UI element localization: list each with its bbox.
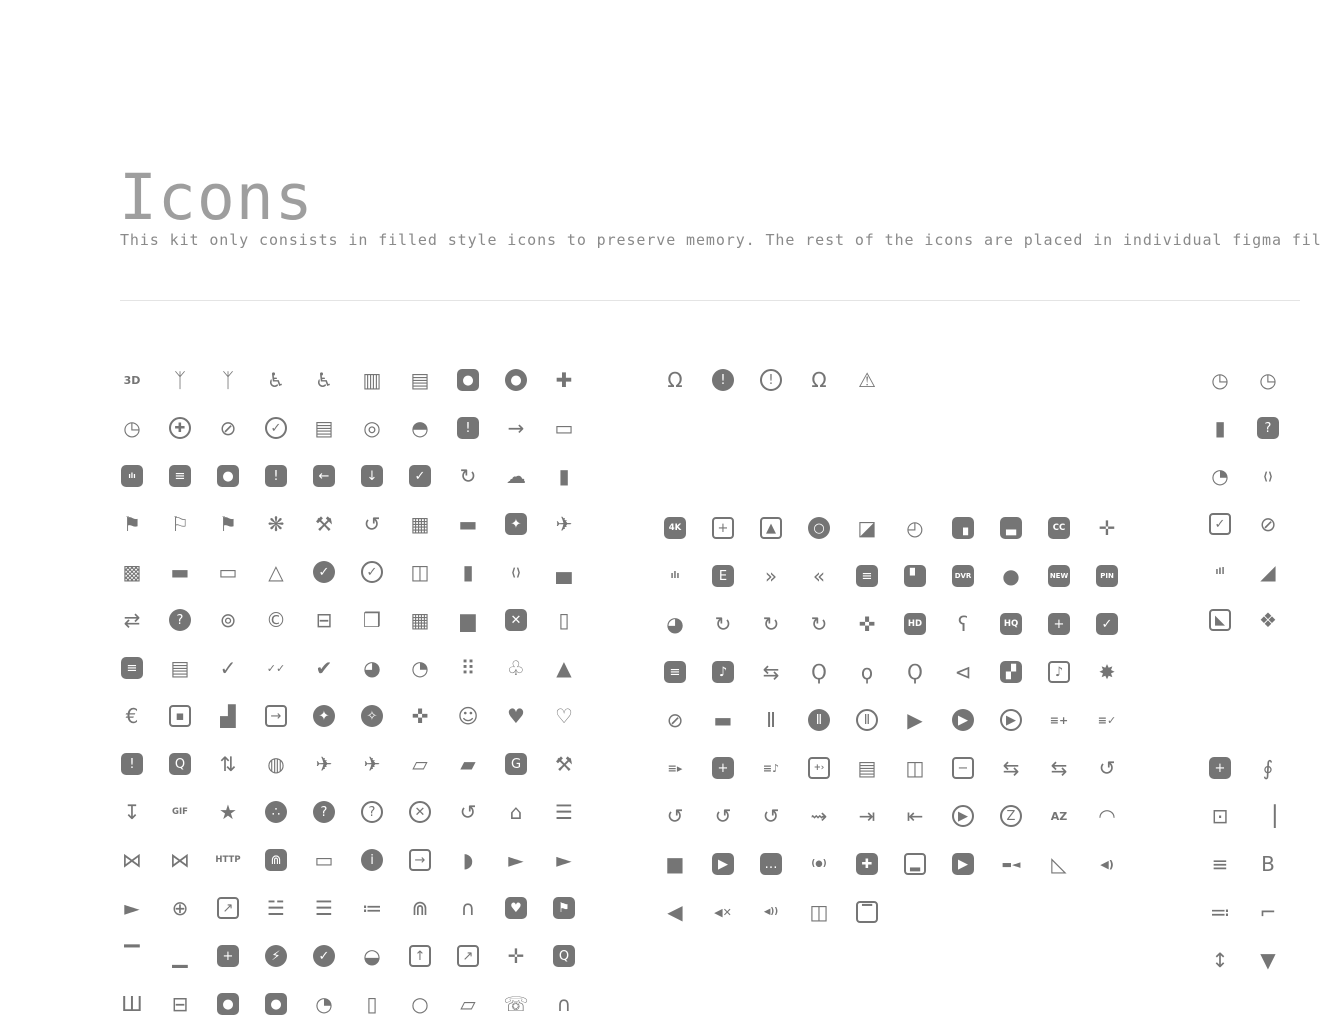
add-alert-icon[interactable]: Ω <box>667 368 683 392</box>
pageview-icon[interactable]: Q <box>540 932 588 980</box>
radio-icon[interactable]: ▤ <box>857 756 877 780</box>
fast-rewind-icon[interactable]: « <box>812 564 826 588</box>
repeat-one-icon[interactable]: ⇆ <box>1050 756 1068 780</box>
flight-takeoff-icon[interactable]: ✈ <box>363 752 381 776</box>
format-align-right-icon[interactable]: ≡ <box>1211 852 1229 876</box>
queue-icon[interactable]: + <box>699 744 747 792</box>
donut-large-icon[interactable]: ◕ <box>363 656 381 680</box>
forward-30-icon[interactable]: ↻ <box>762 612 780 636</box>
camera-enhance-icon[interactable]: ✦ <box>492 500 540 548</box>
alarm-off-icon[interactable]: ⊘ <box>219 416 237 440</box>
border-outer-icon[interactable]: ⊡ <box>1211 804 1229 828</box>
label-off-icon[interactable]: ► <box>124 896 140 920</box>
account-box-icon[interactable]: ● <box>444 356 492 404</box>
info-icon[interactable]: i <box>348 836 396 884</box>
replay-5-icon[interactable]: ↺ <box>762 804 780 828</box>
widgets-icon[interactable]: ❖ <box>1259 608 1277 632</box>
important-devices-icon[interactable]: ▭ <box>314 848 334 872</box>
perm-device-information-icon[interactable]: ▯ <box>366 992 378 1016</box>
pause-circle-outline-icon[interactable]: Ⅱ <box>843 696 891 744</box>
explicit-icon[interactable]: E <box>699 552 747 600</box>
line-weight-icon[interactable]: ☰ <box>315 896 333 920</box>
note-icon[interactable]: ▬ <box>713 708 733 732</box>
explore-off-icon[interactable]: ✧ <box>348 692 396 740</box>
play-arrow-icon[interactable]: ▶ <box>907 708 923 732</box>
account-balance-wallet-icon[interactable]: ▤ <box>410 368 430 392</box>
developer-mode-icon[interactable]: ⟨⟩ <box>1262 469 1274 483</box>
add-shopping-cart-icon[interactable]: ✚ <box>555 368 573 392</box>
attach-file-icon[interactable]: ∮ <box>1262 756 1274 780</box>
icon-group-alert <box>651 356 1131 404</box>
icon-group-action <box>108 356 588 1028</box>
https-icon[interactable]: ⋒ <box>252 836 300 884</box>
compare-arrows-icon[interactable]: ⇄ <box>123 608 141 632</box>
play-circle-filled-icon[interactable]: ▶ <box>939 696 987 744</box>
icon-group-editor <box>1196 744 1292 984</box>
fiber-smart-record-icon[interactable]: ◕ <box>666 612 684 636</box>
calendar-view-day-icon[interactable]: ▬ <box>458 512 478 536</box>
description-icon[interactable]: ≡ <box>108 644 156 692</box>
pause-circle-filled-icon[interactable]: Ⅱ <box>795 696 843 744</box>
fiber-pin-icon[interactable]: PIN <box>1083 552 1131 600</box>
maximize-icon[interactable]: ▔ <box>124 944 140 968</box>
assignment-ind-icon[interactable]: ● <box>204 452 252 500</box>
new-releases-icon[interactable]: ✸ <box>1098 660 1116 684</box>
card-giftcard-icon[interactable]: ▩ <box>122 560 142 584</box>
note-add-icon[interactable]: + <box>204 932 252 980</box>
subtitles-icon[interactable]: … <box>747 840 795 888</box>
face-icon[interactable]: ☺ <box>457 704 479 728</box>
markunread-mailbox-icon[interactable]: ⚑ <box>540 884 588 932</box>
perm-camera-mic-icon[interactable]: ● <box>204 980 252 1028</box>
done-all-icon[interactable]: ✓✓ <box>266 661 286 675</box>
mobile-friendly-icon[interactable]: ✓ <box>1196 500 1244 548</box>
games-icon[interactable]: ✜ <box>858 612 876 636</box>
group-work-icon[interactable]: ∴ <box>252 788 300 836</box>
input-icon[interactable]: → <box>396 836 444 884</box>
library-music-icon[interactable]: ♪ <box>699 648 747 696</box>
flip-to-back-icon[interactable]: ▱ <box>412 752 428 776</box>
history-icon[interactable]: ↺ <box>459 800 477 824</box>
mic-off-icon[interactable]: Ϙ <box>907 660 923 684</box>
featured-play-list-icon[interactable]: ≡ <box>843 552 891 600</box>
explore-icon[interactable]: ✦ <box>300 692 348 740</box>
movie-icon[interactable]: ▞ <box>987 648 1035 696</box>
skip-previous-icon[interactable]: ⇤ <box>906 804 924 828</box>
page-subtitle: This kit only consists in filled style icons to preserve memory. The rest of the icons are placed in individual figma fil <box>120 231 1322 249</box>
arrow-right-alt-icon[interactable]: → <box>507 416 525 440</box>
not-interested-icon[interactable]: ⊘ <box>666 708 684 732</box>
account-circle-icon[interactable]: ● <box>492 356 540 404</box>
av-timer-icon[interactable]: ◴ <box>906 516 924 540</box>
art-track-icon[interactable]: ◪ <box>857 516 877 540</box>
accessible-forward-icon[interactable]: ♿ <box>315 368 333 392</box>
music-video-icon[interactable]: ♪ <box>1035 648 1083 696</box>
grade-icon[interactable]: ★ <box>219 800 237 824</box>
flip-to-front-icon[interactable]: ▰ <box>460 752 476 776</box>
dashboard-icon[interactable]: ❒ <box>363 608 381 632</box>
eject-icon[interactable]: ▲ <box>556 656 572 680</box>
bug-report-icon[interactable]: ❋ <box>267 512 285 536</box>
get-app-icon[interactable]: ↧ <box>123 800 141 824</box>
skip-next-icon[interactable]: ⇥ <box>858 804 876 828</box>
language-icon[interactable]: ⊕ <box>171 896 189 920</box>
sort-by-alpha-icon[interactable]: AZ <box>1050 809 1068 823</box>
label-icon[interactable]: ► <box>508 848 524 872</box>
battery-std-icon[interactable]: ▮ <box>1214 416 1226 440</box>
hourglass-empty-icon[interactable]: ⋈ <box>122 848 142 872</box>
error-outline-icon[interactable]: ! <box>747 356 795 404</box>
bookmark-border-icon[interactable]: ⚐ <box>171 512 189 536</box>
chrome-reader-mode-icon[interactable]: ◫ <box>410 560 430 584</box>
done-outline-icon[interactable]: ✔ <box>315 656 333 680</box>
opacity-icon[interactable]: ◒ <box>363 944 381 968</box>
eco-icon[interactable]: ♧ <box>507 656 525 680</box>
extension-icon[interactable]: ✜ <box>411 704 429 728</box>
airplay-icon[interactable]: ▲ <box>747 504 795 552</box>
assignment-icon[interactable]: ≡ <box>156 452 204 500</box>
contactless-icon[interactable]: ⊚ <box>219 608 237 632</box>
perm-data-setting-icon[interactable]: ◔ <box>315 992 333 1016</box>
library-add-check-icon[interactable]: ✓ <box>1083 600 1131 648</box>
alarm-add-icon[interactable]: ✚ <box>156 404 204 452</box>
assessment-icon[interactable]: ılı <box>108 452 156 500</box>
playlist-add-icon[interactable]: ≡+ <box>1049 713 1069 727</box>
recent-actors-icon[interactable]: ◫ <box>905 756 925 780</box>
code-icon[interactable]: ⟨⟩ <box>510 565 522 579</box>
mic-icon[interactable]: Ϙ <box>811 660 827 684</box>
card-travel-icon[interactable]: ▭ <box>218 560 238 584</box>
perm-scan-wifi-icon[interactable]: ∩ <box>556 992 572 1016</box>
find-replace-icon[interactable]: ⇅ <box>219 752 237 776</box>
book-icon[interactable]: ▮ <box>558 464 570 488</box>
fiber-manual-record-icon[interactable]: ● <box>1002 564 1020 588</box>
surround-sound-icon[interactable]: (●) <box>811 858 827 869</box>
accessibility-new-icon[interactable]: ᛉ <box>222 368 234 392</box>
stop-icon[interactable]: ■ <box>665 852 685 876</box>
notification-important-icon[interactable]: Ω <box>811 368 827 392</box>
add-to-queue-icon[interactable]: + <box>699 504 747 552</box>
autorenew-icon[interactable]: ↻ <box>459 464 477 488</box>
check-circle-icon[interactable]: ✓ <box>300 548 348 596</box>
subscriptions-icon[interactable]: ▶ <box>699 840 747 888</box>
label-important-icon[interactable]: ► <box>556 848 572 872</box>
assignment-late-icon[interactable]: ! <box>252 452 300 500</box>
loop-icon[interactable]: ⇆ <box>762 660 780 684</box>
snooze-icon[interactable]: Z <box>987 792 1035 840</box>
favorite-border-icon[interactable]: ♡ <box>555 704 573 728</box>
height-icon[interactable]: ↕ <box>1211 948 1229 972</box>
drag-indicator-icon[interactable]: ⠿ <box>460 656 476 680</box>
fiber-new-icon[interactable]: NEW <box>1035 552 1083 600</box>
open-in-new-icon[interactable]: ↗ <box>444 932 492 980</box>
playlist-add-check-icon[interactable]: ≡✓ <box>1097 713 1117 727</box>
fingerprint-icon[interactable]: ◍ <box>267 752 285 776</box>
videocam-icon[interactable]: ▬◄ <box>1001 857 1021 871</box>
volume-mute-icon[interactable]: ◀ <box>667 900 683 924</box>
build-icon[interactable]: ⚒ <box>315 512 333 536</box>
find-in-page-icon[interactable]: Q <box>156 740 204 788</box>
help-icon[interactable]: ? <box>300 788 348 836</box>
gif-icon[interactable]: GIF <box>172 806 188 817</box>
dns-icon[interactable]: ▤ <box>170 656 190 680</box>
bookmark-icon[interactable]: ⚑ <box>123 512 141 536</box>
accessible-icon[interactable]: ♿ <box>267 368 285 392</box>
control-camera-icon[interactable]: ✛ <box>1098 516 1116 540</box>
invert-colors-icon[interactable]: ◗ <box>462 848 474 872</box>
bookmarks-icon[interactable]: ⚑ <box>219 512 237 536</box>
format-list-numbered-rtl-icon[interactable]: ≕ <box>1210 900 1230 924</box>
delete-icon[interactable]: ▆ <box>460 608 476 632</box>
delete-outline-icon[interactable]: ▯ <box>558 608 570 632</box>
launch-icon[interactable]: ↗ <box>204 884 252 932</box>
equalizer-icon[interactable]: ılı <box>670 570 680 581</box>
replay-10-icon[interactable]: ↺ <box>666 804 684 828</box>
favorite-icon[interactable]: ♥ <box>507 704 525 728</box>
g-translate-icon[interactable]: G <box>492 740 540 788</box>
hd-icon[interactable]: HD <box>891 600 939 648</box>
3d-rotation-icon[interactable]: 3D <box>123 373 141 387</box>
library-books-icon[interactable]: ≡ <box>651 648 699 696</box>
calendar-today-icon[interactable]: ▦ <box>410 512 430 536</box>
slow-motion-video-icon[interactable]: ▶ <box>939 792 987 840</box>
featured-video-icon[interactable]: ▘ <box>891 552 939 600</box>
done-icon[interactable]: ✓ <box>219 656 237 680</box>
icon-group-device <box>1196 356 1292 644</box>
volume-down-icon[interactable]: ◀) <box>1100 857 1114 871</box>
missed-video-call-icon[interactable]: ⊲ <box>954 660 972 684</box>
hearing-icon[interactable]: ʕ <box>957 612 969 636</box>
pan-tool-icon[interactable]: Ш <box>121 992 143 1016</box>
change-history-icon[interactable]: △ <box>268 560 284 584</box>
android-icon[interactable]: ◓ <box>411 416 429 440</box>
assignment-returned-icon[interactable]: ↓ <box>348 452 396 500</box>
backup-icon[interactable]: ☁ <box>506 464 526 488</box>
contact-support-icon[interactable]: ? <box>156 596 204 644</box>
branding-watermark-icon[interactable]: ▗ <box>939 504 987 552</box>
feedback-icon[interactable]: ! <box>108 740 156 788</box>
card-membership-icon[interactable]: ▬ <box>170 560 190 584</box>
announcement-icon[interactable]: ! <box>444 404 492 452</box>
account-balance-icon[interactable]: ▥ <box>362 368 382 392</box>
access-alarm-icon[interactable]: ◷ <box>1211 368 1229 392</box>
volume-off-icon[interactable]: ◀✕ <box>714 905 732 919</box>
copyright-icon[interactable]: © <box>266 608 286 632</box>
perm-media-icon[interactable]: ▱ <box>460 992 476 1016</box>
fiber-dvr-icon[interactable]: DVR <box>939 552 987 600</box>
icon-group-av <box>651 504 1131 936</box>
playlist-play-icon[interactable]: ≡▸ <box>667 761 683 775</box>
closed-caption-icon[interactable]: CC <box>1035 504 1083 552</box>
library-add-icon[interactable]: + <box>1035 600 1083 648</box>
http-icon[interactable]: HTTP <box>215 854 241 865</box>
perm-contact-calendar-icon[interactable]: ● <box>252 980 300 1028</box>
high-quality-icon[interactable]: HQ <box>987 600 1035 648</box>
video-library-icon[interactable]: ▶ <box>939 840 987 888</box>
error-icon[interactable]: ! <box>699 356 747 404</box>
alarm-on-icon[interactable]: ✓ <box>252 404 300 452</box>
signal-cellular-alt-icon[interactable]: ıIl <box>1215 566 1225 577</box>
video-label-icon[interactable]: ▂ <box>891 840 939 888</box>
cancel-schedule-send-icon[interactable]: ✈ <box>555 512 573 536</box>
cached-icon[interactable]: ↺ <box>363 512 381 536</box>
lock-icon[interactable]: ⋒ <box>411 896 429 920</box>
fast-forward-icon[interactable]: » <box>764 564 778 588</box>
line-style-icon[interactable]: ☱ <box>267 896 285 920</box>
border-right-icon[interactable]: ▕ <box>1260 804 1276 828</box>
4k-icon[interactable]: 4K <box>651 504 699 552</box>
assignment-turned-in-icon[interactable]: ✓ <box>396 452 444 500</box>
add-comment-icon[interactable]: + <box>1196 744 1244 792</box>
signal-cellular-connected-no-internet-4-bar-icon[interactable]: ◢ <box>1260 560 1276 584</box>
replay-30-icon[interactable]: ↺ <box>714 804 732 828</box>
format-paint-icon[interactable]: ⌐ <box>1259 900 1277 924</box>
web-asset-icon[interactable]: ▔ <box>843 888 891 936</box>
exit-to-app-icon[interactable]: → <box>252 692 300 740</box>
shuffle-icon[interactable]: ⇝ <box>810 804 828 828</box>
event-icon[interactable]: ▪ <box>156 692 204 740</box>
queue-play-next-icon[interactable]: +› <box>795 744 843 792</box>
wallpaper-icon[interactable]: ◣ <box>1196 596 1244 644</box>
delete-forever-icon[interactable]: ✕ <box>492 596 540 644</box>
mobile-off-icon[interactable]: ⊘ <box>1259 512 1277 536</box>
pause-icon[interactable]: Ⅱ <box>766 708 776 732</box>
check-circle-outline-icon[interactable]: ✓ <box>348 548 396 596</box>
hourglass-full-icon[interactable]: ⋈ <box>170 848 190 872</box>
remove-from-queue-icon[interactable]: − <box>939 744 987 792</box>
repeat-icon[interactable]: ⇆ <box>1002 756 1020 780</box>
loyalty-icon[interactable]: ♥ <box>492 884 540 932</box>
video-call-icon[interactable]: ✚ <box>843 840 891 888</box>
warning-icon[interactable]: ⚠ <box>858 368 876 392</box>
battery-unknown-icon[interactable]: ? <box>1244 404 1292 452</box>
queue-music-icon[interactable]: ≡♪ <box>762 761 780 775</box>
call-to-action-icon[interactable]: ▃ <box>987 504 1035 552</box>
mic-none-icon[interactable]: ϙ <box>860 660 874 684</box>
lock-open-icon[interactable]: ∩ <box>460 896 476 920</box>
open-in-browser-icon[interactable]: ↑ <box>396 932 444 980</box>
web-icon[interactable]: ◫ <box>809 900 829 924</box>
highlight-icon[interactable]: ▼ <box>1260 948 1276 972</box>
home-icon[interactable]: ⌂ <box>509 800 523 824</box>
payment-icon[interactable]: ⊟ <box>171 992 189 1016</box>
perm-phone-msg-icon[interactable]: ☏ <box>503 992 529 1016</box>
album-icon[interactable]: ○ <box>795 504 843 552</box>
speed-icon[interactable]: ◠ <box>1098 804 1116 828</box>
offline-pin-icon[interactable]: ✓ <box>300 932 348 980</box>
donut-small-icon[interactable]: ◔ <box>411 656 429 680</box>
assignment-return-icon[interactable]: ← <box>300 452 348 500</box>
page-title: Icons <box>119 161 314 235</box>
section-divider <box>120 300 1300 301</box>
highlight-off-icon[interactable]: ✕ <box>396 788 444 836</box>
aspect-ratio-icon[interactable]: ▭ <box>554 416 574 440</box>
horizontal-split-icon[interactable]: ☰ <box>555 800 573 824</box>
perm-identity-icon[interactable]: ○ <box>411 992 429 1016</box>
access-alarms-icon[interactable]: ◷ <box>1259 368 1277 392</box>
date-range-icon[interactable]: ▦ <box>410 608 430 632</box>
data-usage-icon[interactable]: ◔ <box>1211 464 1229 488</box>
alarm-icon[interactable]: ◷ <box>123 416 141 440</box>
minimize-icon[interactable]: ▁ <box>172 944 188 968</box>
list-icon[interactable]: ≔ <box>362 896 382 920</box>
euro-symbol-icon[interactable]: € <box>125 704 139 728</box>
accessibility-icon[interactable]: ᛉ <box>174 368 186 392</box>
commute-icon[interactable]: ▄ <box>556 560 572 584</box>
forward-10-icon[interactable]: ↻ <box>714 612 732 636</box>
credit-card-icon[interactable]: ⊟ <box>315 608 333 632</box>
videocam-off-icon[interactable]: ◺ <box>1051 852 1067 876</box>
volume-up-icon[interactable]: ◀)) <box>763 906 779 917</box>
all-inbox-icon[interactable]: ▤ <box>314 416 334 440</box>
flight-land-icon[interactable]: ✈ <box>315 752 333 776</box>
replay-icon[interactable]: ↺ <box>1098 756 1116 780</box>
event-seat-icon[interactable]: ▟ <box>220 704 236 728</box>
gavel-icon[interactable]: ⚒ <box>555 752 573 776</box>
offline-bolt-icon[interactable]: ⚡ <box>252 932 300 980</box>
format-bold-icon[interactable]: B <box>1261 852 1275 876</box>
play-circle-outline-icon[interactable]: ▶ <box>987 696 1035 744</box>
help-outline-icon[interactable]: ? <box>348 788 396 836</box>
all-out-icon[interactable]: ◎ <box>363 416 381 440</box>
class-icon[interactable]: ▮ <box>462 560 474 584</box>
forward-5-icon[interactable]: ↻ <box>810 612 828 636</box>
open-with-icon[interactable]: ✛ <box>507 944 525 968</box>
